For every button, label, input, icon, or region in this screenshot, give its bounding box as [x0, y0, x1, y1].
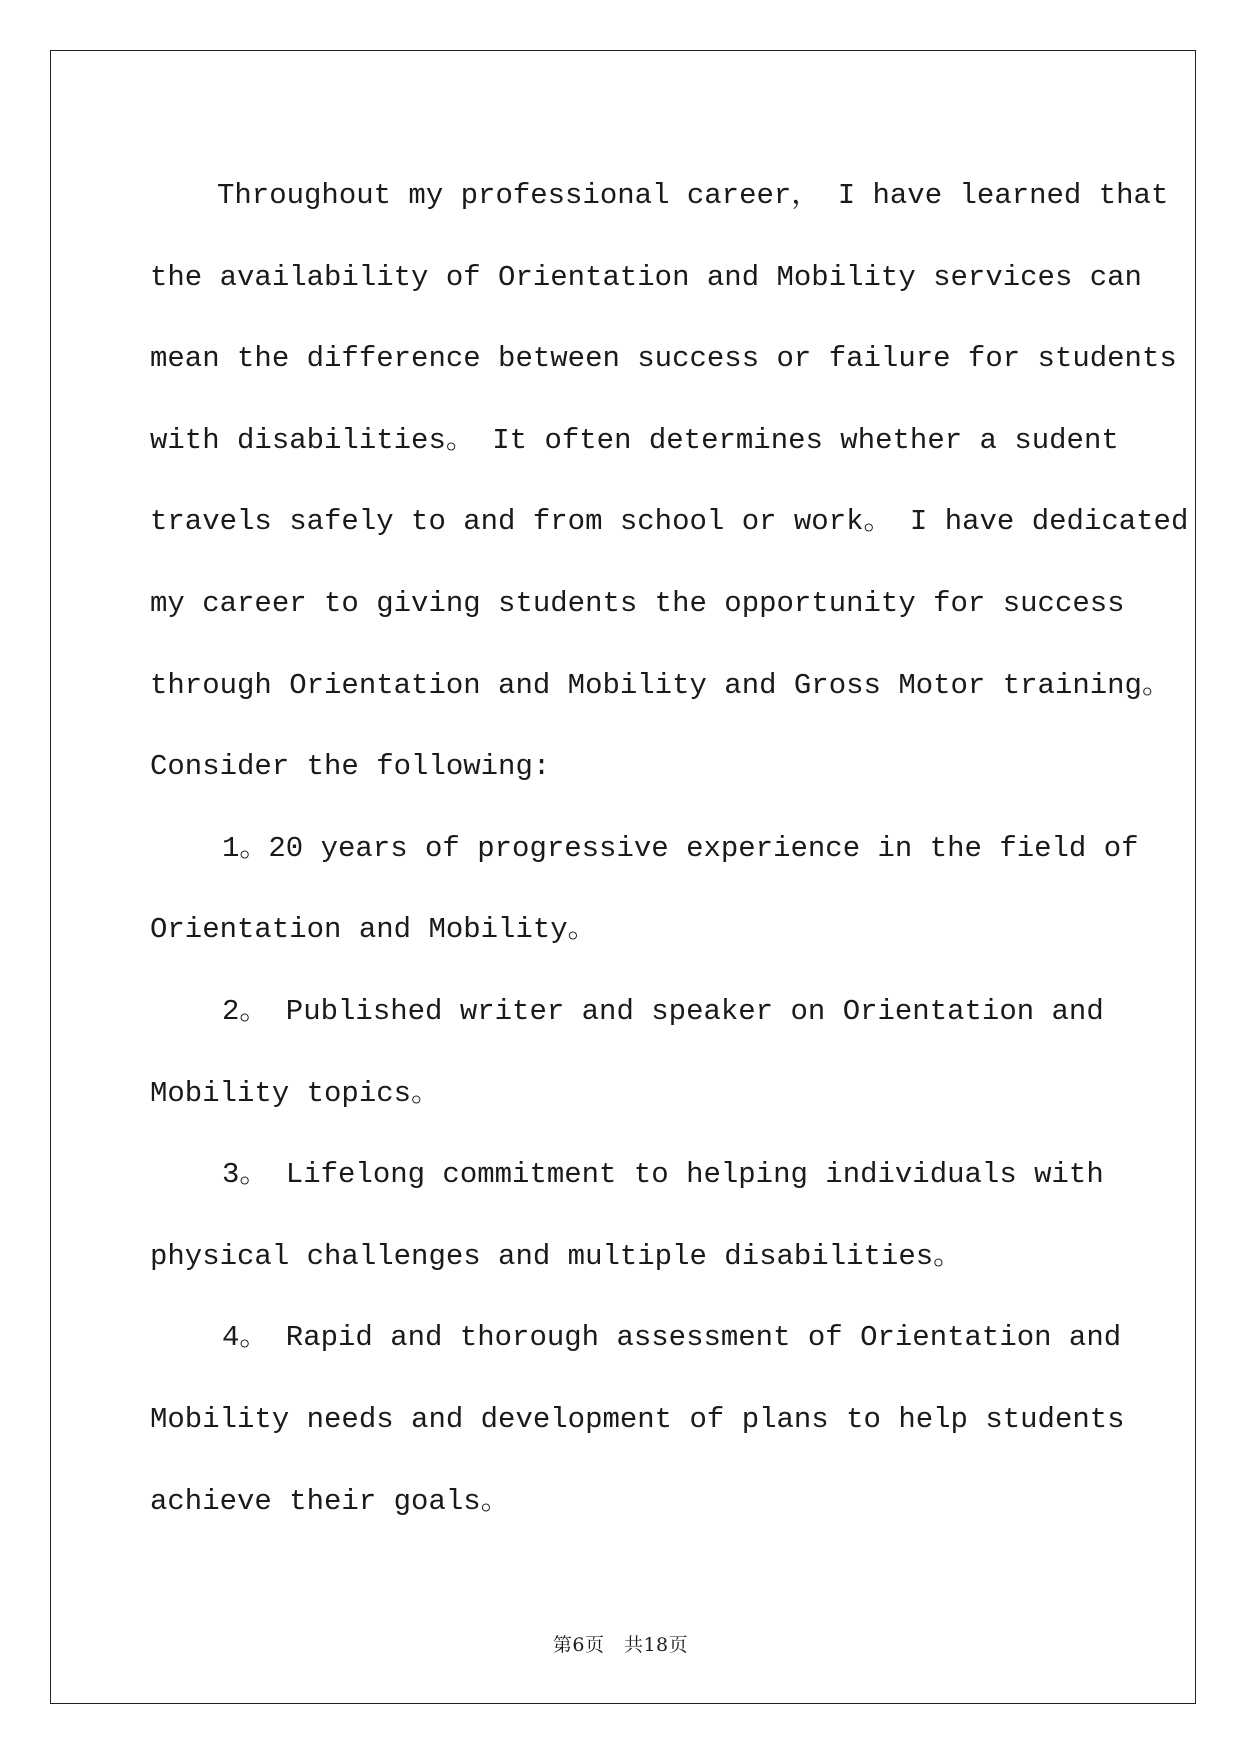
list-item-3-line: physical challenges and multiple disabilities。 — [150, 1239, 963, 1273]
text-line: travels safely to and from school or work。 I have dedicated — [150, 505, 1189, 539]
list-item-3-line: 3。 Lifelong commitment to helping individuals with — [222, 1158, 1104, 1192]
text-line: with disabilities。 It often determines whether a sudent — [150, 423, 1119, 457]
list-item-2-line: Mobility topics。 — [150, 1076, 441, 1110]
list-item-4-line: achieve their goals。 — [150, 1484, 510, 1518]
text-line: Throughout my professional career， I have learned that — [217, 179, 1169, 212]
list-item-1-line: 1。20 years of progressive experience in the field of — [222, 831, 1139, 865]
text-line: mean the difference between success or failure for students — [150, 342, 1177, 376]
text-line: Consider the following: — [150, 750, 551, 784]
page-number: 第6页 共18页 — [552, 1634, 689, 1656]
text-line: my career to giving students the opportunity for success — [150, 586, 1125, 620]
text-line: the availability of Orientation and Mobility services can — [150, 260, 1142, 294]
list-item-2-line: 2。 Published writer and speaker on Orientation and — [222, 994, 1104, 1028]
text-line: through Orientation and Mobility and Gross Motor training。 — [150, 668, 1171, 702]
list-item-4-line: 4。 Rapid and thorough assessment of Orientation and — [222, 1321, 1122, 1355]
list-item-1-line: Orientation and Mobility。 — [150, 913, 597, 947]
document-body — [150, 155, 1189, 1542]
list-item-4-line: Mobility needs and development of plans to help students — [150, 1402, 1125, 1436]
